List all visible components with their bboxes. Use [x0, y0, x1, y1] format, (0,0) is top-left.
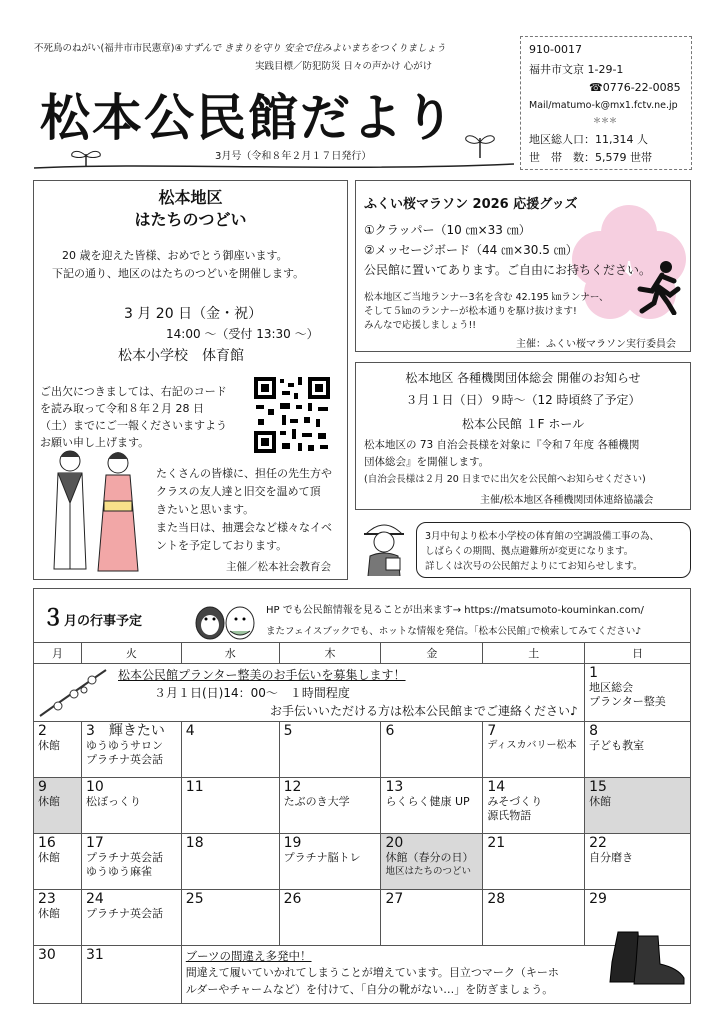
text-label: しばらくの期間、拠点避難所が変更になります。 [425, 546, 634, 557]
text-label: たぶのき大学 [283, 795, 350, 808]
text-label: 水 [181, 643, 279, 664]
calendar-cell[interactable] [81, 890, 181, 946]
text-label: 29 [589, 891, 607, 907]
text-label: 23 [38, 891, 56, 907]
text-label: 8 [589, 723, 599, 739]
text-label: プラチナ英会話 [85, 907, 163, 920]
text-label: ３ [42, 606, 65, 631]
text-label: ディスカバリー松本 [487, 740, 577, 751]
text-label: 22 [589, 835, 607, 851]
marathon-section [355, 180, 691, 352]
text-label: 金 [381, 643, 483, 664]
planter-notice-contact: お手伝いいただける方は松本公民館までご連絡ください♪ [270, 704, 578, 718]
households: 世 帯 数：5,579 世帯 [529, 151, 652, 164]
text-label: ご出欠につきましては、右記のコード [40, 385, 227, 398]
boots-icon [604, 928, 690, 988]
calendar-cell[interactable] [585, 664, 691, 722]
text-label: 子ども教室 [589, 739, 645, 752]
planter-notice [34, 664, 585, 722]
text-label: 6 [385, 723, 395, 739]
weekday-header [34, 643, 691, 664]
text-label: みそづくり [487, 795, 543, 808]
text-label: 1 [589, 665, 599, 681]
postal-code: 910-0017 [529, 43, 582, 56]
calendar-cell[interactable] [181, 834, 279, 890]
text-label: 16 [38, 835, 56, 851]
meeting-venue: 松本公民館 １F ホール [461, 417, 585, 431]
text-label: 不死鳥のねがい(福井市市民憲章)④ [34, 43, 183, 54]
text-label: 下記の通り、地区のはたちのつどいを開催します。 [52, 267, 305, 280]
calendar-cell[interactable] [381, 834, 483, 890]
calendar-cell[interactable] [34, 834, 82, 890]
calendar-cell[interactable] [81, 722, 181, 778]
hatachi-date: 3 月 20 日（金・祝） [124, 306, 263, 322]
text-label: 休館 [38, 795, 60, 808]
text-label: 9 [38, 779, 47, 795]
calendar-cell[interactable] [483, 834, 585, 890]
text-label: ゆうゆうサロン [85, 739, 163, 752]
text-label: 3月中旬より松本小学校の体育館の空調設備工事の為、 [425, 531, 660, 542]
young-adults-illustration [40, 443, 150, 579]
text-label: 24 [85, 891, 104, 907]
website-note[interactable]: HP でも公民館情報を見ることが出来ます→ https://matsumoto-kouminkan.com/ [266, 605, 644, 616]
calendar-cell[interactable] [34, 946, 82, 1004]
calendar-cell[interactable] [279, 890, 381, 946]
text-label: 休館 [38, 851, 60, 864]
text-label: 公民館に置いてあります。ご自由にお持ちください。 [364, 263, 652, 277]
text-label: 12 [283, 779, 302, 795]
calendar-cell[interactable] [81, 946, 181, 1004]
text-label: 地区総会 [589, 681, 634, 694]
calendar-cell[interactable] [483, 722, 585, 778]
calendar-cell[interactable] [81, 834, 181, 890]
schedule-header [33, 588, 691, 642]
qr-code-icon[interactable] [252, 375, 332, 455]
calendar-cell[interactable] [585, 722, 691, 778]
text-label: プランター整美 [589, 695, 666, 708]
meeting-title: 松本地区 各種機関団体総会 開催のお知らせ [405, 371, 641, 385]
hatachi-host: 主催／松本社会教育会 [226, 561, 331, 573]
text-label: 地区はたちのつどい [385, 866, 471, 877]
text-label: 松本地区の 73 自治会長様を対象に『令和７年度 各種機関 [364, 439, 640, 451]
address: 福井市文京 1-29-1 [529, 63, 624, 76]
marathon-title: ふくい桜マラソン 2026 応援グッズ [364, 197, 578, 212]
text-label: 休館 [38, 739, 60, 752]
hatachi-title-2: はたちのつどい [134, 210, 247, 229]
goal-line: 実践目標／防犯防災 日々の声かけ 心がけ [255, 61, 433, 72]
calendar-cell[interactable] [81, 778, 181, 834]
plum-blossom-icon [38, 666, 108, 718]
text-label: 詳しくは次号の公民館だよりにてお知らせします。 [425, 561, 643, 572]
calendar-cell[interactable] [279, 722, 381, 778]
text-label: 火 [81, 643, 181, 664]
text-label: ＊＊＊ [593, 116, 617, 125]
mascot-icon [192, 595, 258, 641]
contact-box [520, 36, 692, 170]
calendar-cell[interactable] [279, 778, 381, 834]
email: Mail/matumo-k@mx1.fctv.ne.jp [529, 100, 678, 111]
text-label: 休館（春分の日） [385, 851, 474, 864]
text-label: 26 [283, 891, 302, 907]
text-label: プラチナ英会話 [85, 753, 163, 766]
meeting-date: ３月１日（日）９時～（12 時頃終了予定） [405, 393, 641, 407]
text-label: 5 [283, 723, 293, 739]
construction-worker-illustration [356, 516, 412, 576]
text-label: また当日は、抽選会など様々なイベ [156, 521, 332, 534]
hatachi-venue: 松本小学校 体育館 [118, 348, 244, 364]
hatachi-title-1: 松本地区 [158, 188, 223, 207]
marathon-host: 主催：ふくい桜マラソン実行委員会 [516, 339, 676, 350]
calendar-cell[interactable] [181, 890, 279, 946]
boots-notice-title: ブーツの間違え多発中！ [185, 949, 312, 963]
calendar-cell[interactable] [34, 890, 82, 946]
text-label: 15 [589, 779, 607, 795]
calendar-cell[interactable] [483, 890, 585, 946]
text-label: 17 [85, 835, 104, 851]
phone: ☎0776-22-0085 [589, 81, 681, 94]
text-label: 20 [385, 835, 404, 851]
text-label: 間違えて履いていかれてしまうことが増えています。目立つマーク（キーホ [185, 966, 559, 979]
issue-date: 3月号（令和８年２月１７日発行） [215, 151, 372, 162]
text-label: 11 [185, 779, 204, 795]
text-label: ルダーやチャームなど）を付けて、「自分の靴がない…」を防ぎましょう。 [185, 983, 554, 996]
hatachi-section [33, 180, 348, 580]
text-label: きたいと思います。 [156, 503, 255, 516]
text-label: 7 [487, 723, 497, 739]
meeting-host: 主催/松本地区各種機関団体連絡協議会 [480, 495, 654, 506]
text-label: 31 [85, 947, 104, 963]
text-label: 団体総会』を開催します。 [364, 456, 490, 468]
population: 地区総人口：11,314 人 [529, 133, 648, 146]
text-label: 27 [385, 891, 404, 907]
text-label: 4 [185, 723, 195, 739]
calendar-cell[interactable] [279, 834, 381, 890]
text-label: 自分磨き [589, 851, 634, 864]
text-label: 14 [487, 779, 506, 795]
text-label: 源氏物語 [487, 809, 532, 822]
text-label: 28 [487, 891, 506, 907]
text-label: 25 [185, 891, 204, 907]
text-label: 30 [38, 947, 56, 963]
text-label: プラチナ脳トレ [283, 851, 361, 864]
calendar-cell[interactable] [34, 722, 82, 778]
text-label: ントを予定しております。 [156, 539, 288, 552]
text-label: 休館 [589, 795, 612, 808]
calendar-cell[interactable] [381, 778, 483, 834]
text-label: 19 [283, 835, 302, 851]
text-label: クラスの友人達と旧交を温めて頂 [156, 485, 321, 498]
motto: すずんで きまりを守り 安全で住みよいまちをつくりましょう [182, 43, 446, 54]
sprout-icon [460, 128, 500, 158]
text-label: 13 [385, 779, 404, 795]
text-label: 月 [34, 643, 82, 664]
event-calendar [33, 642, 691, 1004]
text-label: みんなで応援しましょう!! [364, 320, 477, 331]
motto-line [34, 40, 446, 54]
text-label: ゆうゆう麻雀 [85, 865, 152, 878]
text-label: 10 [85, 779, 104, 795]
text-label: 松本地区ご当地ランナー3名を含む 42.195 ㎞ランナー、 [364, 292, 609, 303]
text-label: 木 [279, 643, 381, 664]
text-label: を読み取って令和８年２月 28 日 [40, 402, 204, 415]
page-title: 松本公民館だより [40, 89, 456, 147]
text-label: 21 [487, 835, 506, 851]
text-label: (自治会長様は２月 20 日までに出欠を公民館へお知らせください) [364, 474, 646, 485]
text-label: 土 [483, 643, 585, 664]
text-label: 月の行事予定 [64, 614, 143, 629]
schedule-title [42, 601, 142, 632]
text-label: 18 [185, 835, 204, 851]
construction-notice [416, 522, 691, 578]
hatachi-time: 14:00 ～（受付 13:30 ～） [166, 327, 319, 341]
calendar-cell[interactable] [34, 778, 82, 834]
text-label: そして５㎞のランナーが松本通りを駆け抜けます! [364, 306, 577, 317]
text-label: 実践目標 [255, 61, 294, 72]
calendar-cell[interactable] [585, 834, 691, 890]
calendar-cell[interactable] [381, 722, 483, 778]
calendar-cell[interactable] [381, 890, 483, 946]
calendar-cell[interactable] [181, 778, 279, 834]
calendar-cell[interactable] [585, 778, 691, 834]
planter-notice-title: 松本公民館プランター整美のお手伝いを募集します！ [118, 668, 406, 682]
text-label: 20 歳を迎えた皆様、おめでとう御座います。 [62, 249, 288, 262]
text-label: 2 [38, 723, 47, 739]
text-label: （土）までにご一報くださいますよう [40, 419, 227, 432]
planter-notice-time: ３月１日(日)14：00～ １時間程度 [154, 686, 350, 700]
text-label: 休館 [38, 907, 60, 920]
general-meeting-section [355, 362, 691, 510]
calendar-cell[interactable] [181, 722, 279, 778]
text-label: 松ぼっくり [85, 795, 141, 808]
text-label: プラチナ英会話 [85, 851, 163, 864]
text-label: ①クラッパー（10 ㎝×33 ㎝） [364, 223, 531, 237]
text-label: お願い申し上げます。 [40, 436, 150, 449]
facebook-note: またフェイスブックでも、ホットな情報を発信。｢松本公民館｣で検索してみてください♪ [266, 626, 642, 637]
text-label: 防犯防災 日々の声かけ 心がけ [302, 61, 433, 72]
text-label: ②メッセージボード（44 ㎝×30.5 ㎝） [364, 243, 578, 257]
calendar-cell[interactable] [483, 778, 585, 834]
text-label: らくらく健康 UP [385, 795, 470, 808]
text-label: 3 輝きたい [85, 723, 165, 739]
text-label: たくさんの皆様に、担任の先生方や [156, 467, 332, 480]
text-label: 日 [585, 643, 691, 664]
